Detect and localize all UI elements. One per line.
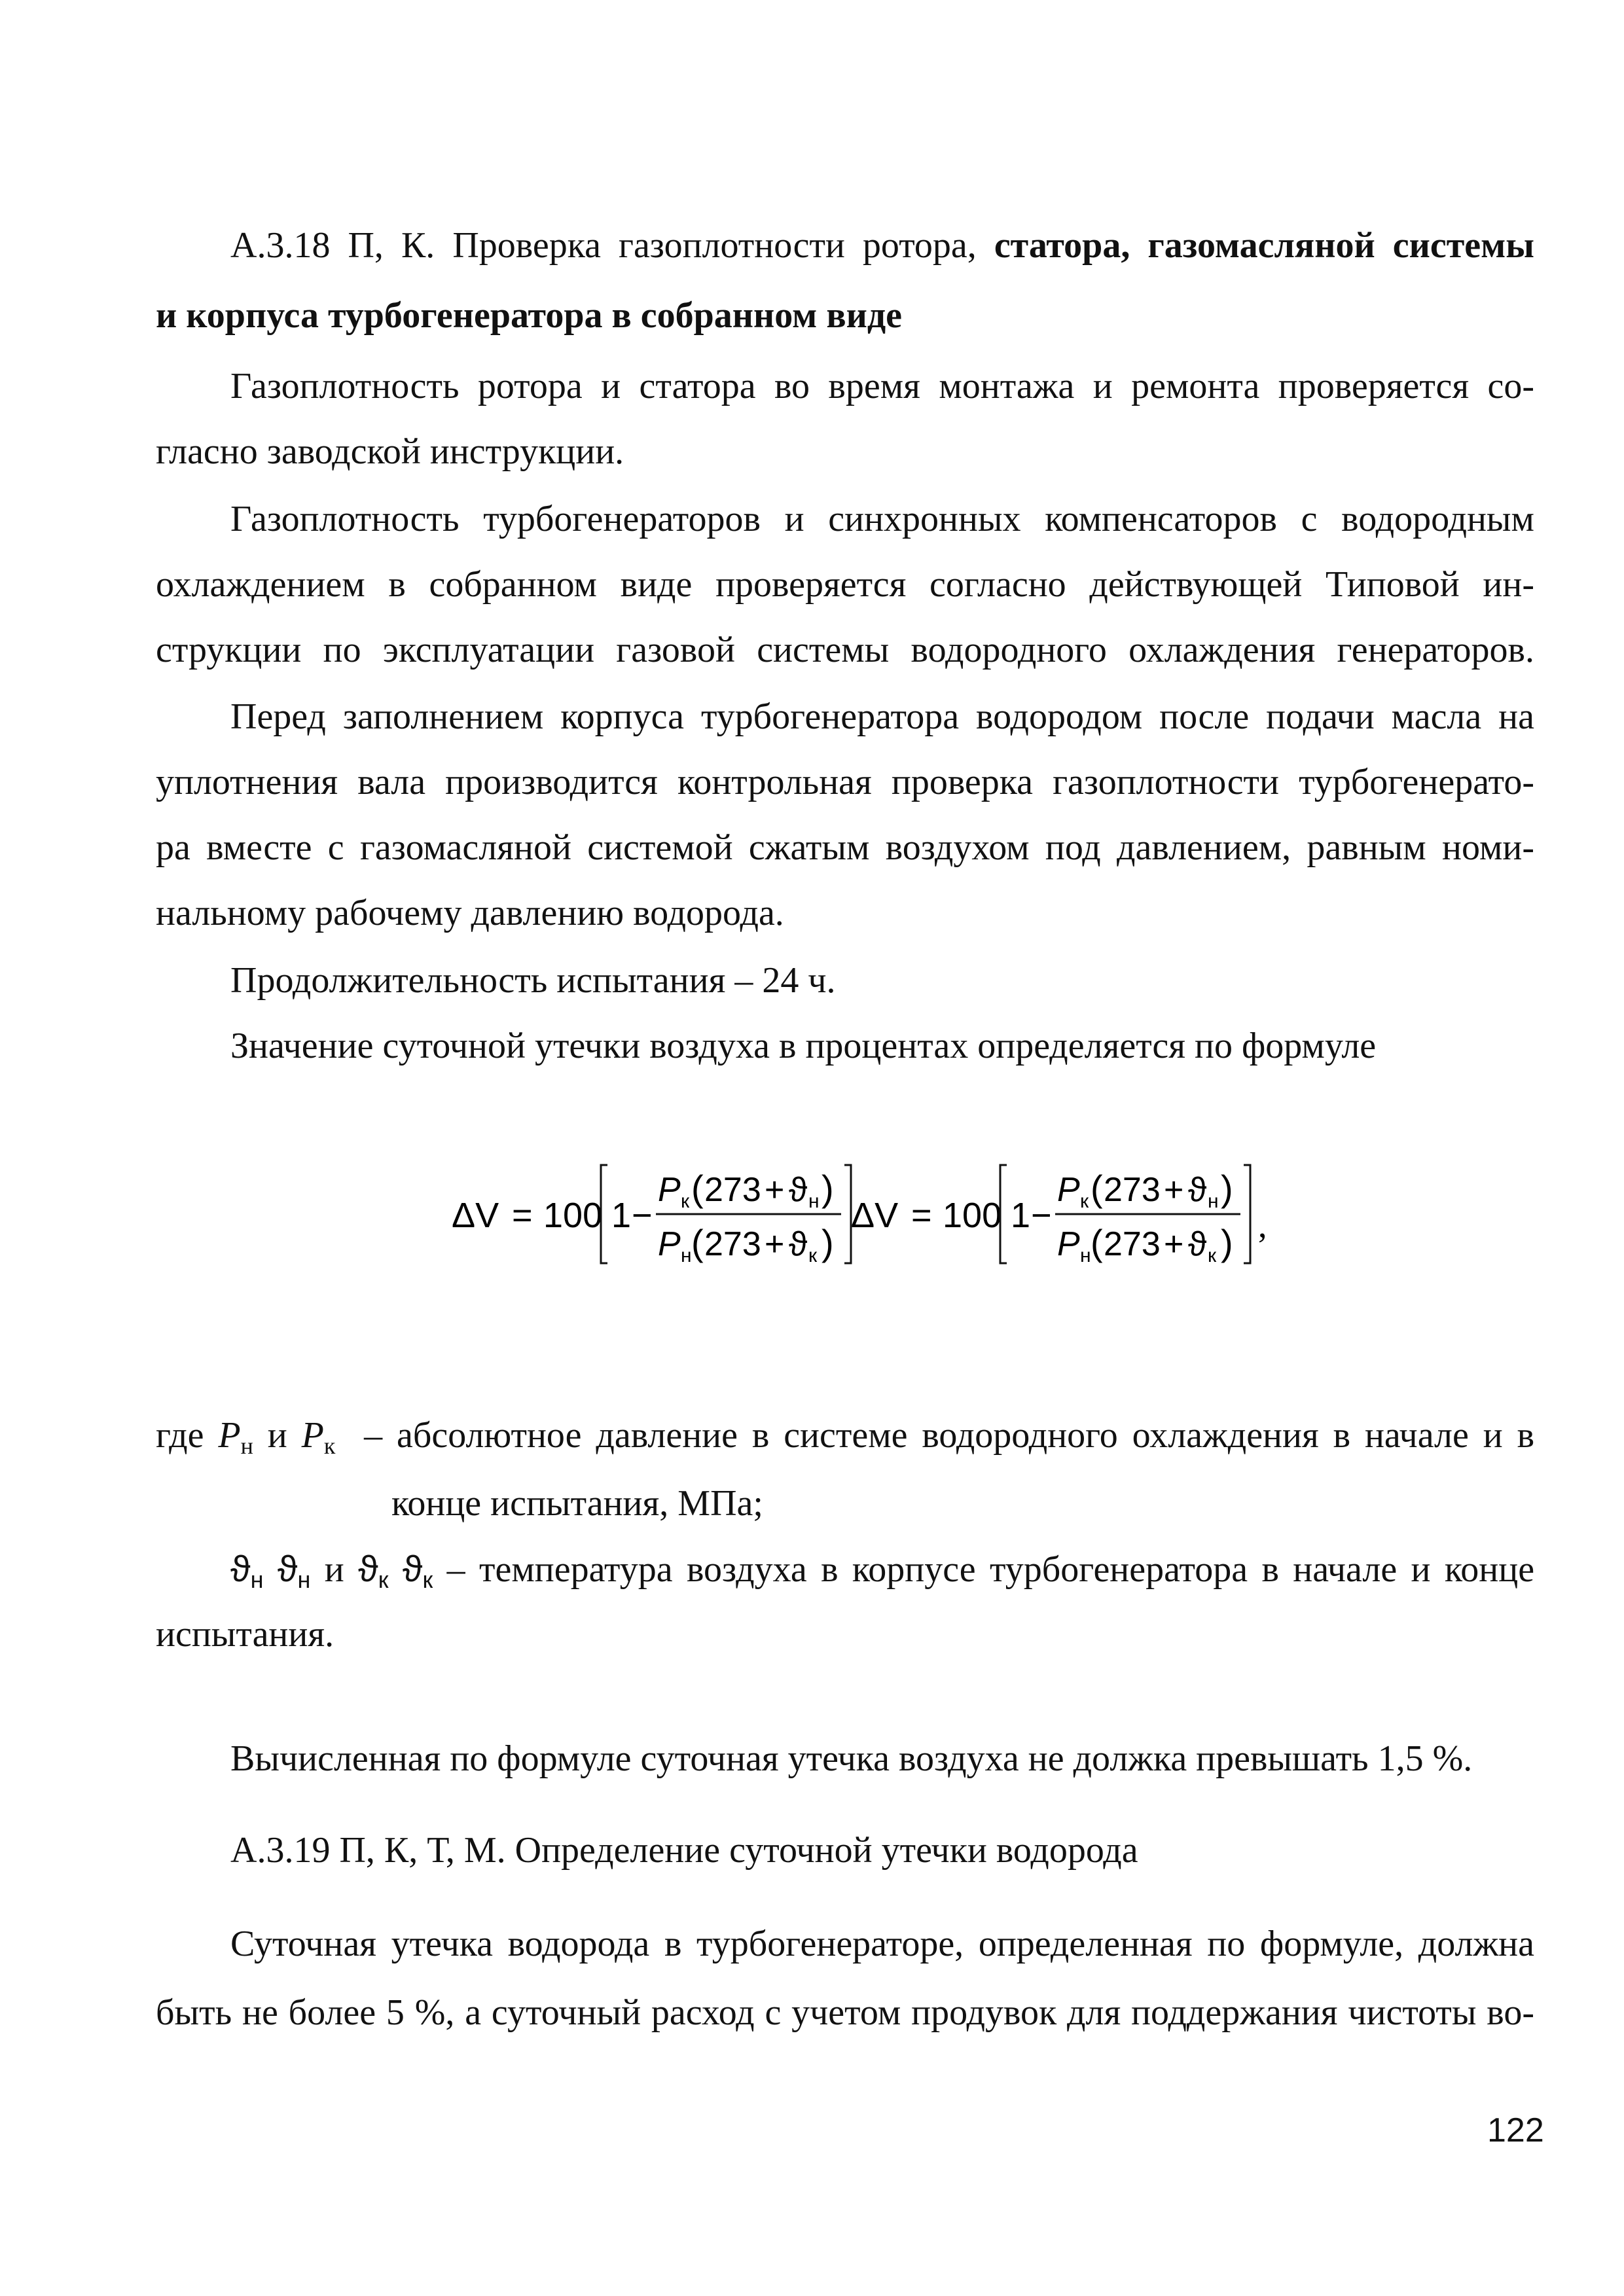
- formula-pk-sub: к: [1080, 1191, 1089, 1212]
- paragraph-2-line2: охлаждением в собранном виде проверяется согласно действующей Типовой ин-: [156, 564, 1534, 605]
- section-heading-a319: А.3.19 П, К, Т, М. Определение суточной утечки водорода: [230, 1830, 1138, 1871]
- where-desc-line1: – абсолютное давление в системе водородного охлаждения в начале и в: [364, 1415, 1535, 1456]
- formula-one: 1: [1011, 1196, 1031, 1235]
- theta-k-sub: к: [422, 1566, 433, 1593]
- theta-description: – температура воздуха в корпусе турбогенератора в начале и конце: [446, 1549, 1535, 1590]
- formula-theta: ϑ: [789, 1225, 808, 1263]
- formula-pn-sub: н: [1080, 1245, 1091, 1266]
- formula-theta-sub: н: [1208, 1191, 1219, 1212]
- formula-theta-sub: к: [808, 1245, 818, 1266]
- where-theta-line: [230, 1546, 1534, 1603]
- theta-n-symbol: ϑ: [277, 1548, 298, 1589]
- formula-instance-1: [452, 1165, 851, 1266]
- formula-equals: =: [512, 1196, 533, 1235]
- paragraph-1-line1: Газоплотность ротора и статора во время монтажа и ремонта проверяется со-: [230, 366, 1534, 406]
- where-theta-line2: испытания.: [156, 1614, 334, 1655]
- air-leak-formula: [452, 1139, 1303, 1289]
- formula-273: 273: [1104, 1225, 1161, 1263]
- where-prefix: где: [156, 1415, 219, 1456]
- theta-k-sub: к: [378, 1566, 389, 1593]
- formula-theta: ϑ: [1188, 1225, 1207, 1263]
- theta-and: и: [324, 1549, 344, 1590]
- theta-n-sub: н: [250, 1566, 264, 1593]
- where-and: и: [253, 1415, 302, 1456]
- formula-pk: P: [1057, 1171, 1080, 1209]
- paragraph-2-line3: струкции по эксплуатации газовой системы водородного охлаждения генераторов.: [156, 630, 1534, 670]
- section-heading-line2: и корпуса турбогенератора в собранном виде: [156, 295, 903, 336]
- page-number: 122: [1487, 2111, 1544, 2149]
- formula-plus: +: [765, 1225, 785, 1263]
- section-heading-bold: статора, газомасляной системы: [994, 225, 1534, 266]
- formula-right-bracket: [1244, 1165, 1250, 1263]
- paragraph-3-line1: Перед заполнением корпуса турбогенератора водородом после подачи масла на: [230, 696, 1534, 737]
- paragraph-hydrogen-line2: быть не более 5 %, а суточный расход с учетом продувок для поддержания чистоты во-: [156, 1992, 1534, 2033]
- formula-273: 273: [704, 1171, 761, 1209]
- formula-paren-close: ): [1221, 1222, 1233, 1263]
- where-p-k-sub: к: [323, 1433, 336, 1459]
- formula-theta-sub: к: [1208, 1245, 1217, 1266]
- formula-minus: −: [1031, 1196, 1052, 1235]
- formula-coef: 100: [543, 1196, 603, 1235]
- formula-one: 1: [611, 1196, 632, 1235]
- formula-paren-open: (: [1091, 1222, 1103, 1263]
- formula-plus: +: [1164, 1225, 1184, 1263]
- where-p-k: P: [301, 1415, 324, 1456]
- formula-left-bracket: [1000, 1165, 1007, 1263]
- formula-paren-close: ): [821, 1222, 834, 1263]
- where-desc-line2: конце испытания, МПа;: [391, 1483, 763, 1524]
- paragraph-3-line4: нальному рабочему давлению водорода.: [156, 893, 784, 933]
- formula-pk-sub: к: [681, 1191, 690, 1212]
- theta-n-symbol: ϑ: [230, 1548, 251, 1589]
- formula-paren-open: (: [691, 1168, 704, 1209]
- air-leak-limit: Вычисленная по формуле суточная утечка воздуха не должка превышать 1,5 %.: [230, 1738, 1473, 1779]
- formula-paren-close: ): [1221, 1168, 1233, 1209]
- formula-paren-open: (: [691, 1222, 704, 1263]
- formula-delta-v: ΔV: [452, 1196, 499, 1235]
- paragraph-2-line1: Газоплотность турбогенераторов и синхронных компенсаторов с водородным: [230, 499, 1534, 539]
- theta-k-symbol: ϑ: [358, 1548, 378, 1589]
- where-line1: [156, 1412, 1534, 1469]
- formula-273: 273: [1104, 1171, 1161, 1209]
- paragraph-3-line2: уплотнения вала производится контрольная проверка газоплотности турбогенерато-: [156, 762, 1534, 802]
- formula-coef: 100: [943, 1196, 1002, 1235]
- formula-trailing-comma: ,: [1258, 1206, 1267, 1245]
- theta-k-symbol: ϑ: [402, 1548, 423, 1589]
- formula-paren-close: ): [821, 1168, 834, 1209]
- formula-plus: +: [1164, 1171, 1184, 1209]
- formula-instance-2: [851, 1165, 1267, 1266]
- formula-minus: −: [632, 1196, 653, 1235]
- where-p-n-sub: н: [240, 1433, 253, 1459]
- formula-plus: +: [765, 1171, 785, 1209]
- formula-equals: =: [911, 1196, 932, 1235]
- paragraph-formula-intro: Значение суточной утечки воздуха в процентах определяется по формуле: [230, 1026, 1377, 1066]
- formula-pn: P: [658, 1225, 681, 1263]
- formula-theta-sub: н: [808, 1191, 820, 1212]
- section-heading-line1: [230, 223, 1534, 268]
- paragraph-hydrogen-line1: Суточная утечка водорода в турбогенераторе, определенная по формуле, должна: [230, 1924, 1534, 1964]
- formula-pn: P: [1057, 1225, 1080, 1263]
- formula-delta-v: ΔV: [851, 1196, 899, 1235]
- formula-273: 273: [704, 1225, 761, 1263]
- formula-theta: ϑ: [789, 1171, 808, 1209]
- formula-right-bracket: [844, 1165, 851, 1263]
- theta-n-sub: н: [297, 1566, 311, 1593]
- paragraph-1-line2: гласно заводской инструкции.: [156, 431, 624, 472]
- where-p-n: P: [218, 1415, 241, 1456]
- section-heading-normal: А.3.18 П, К. Проверка газоплотности ротора,: [230, 225, 994, 266]
- paragraph-3-line3: ра вместе с газомасляной системой сжатым воздухом под давлением, равным номи-: [156, 827, 1534, 868]
- formula-theta: ϑ: [1188, 1171, 1207, 1209]
- formula-pk: P: [658, 1171, 681, 1209]
- formula-paren-open: (: [1091, 1168, 1103, 1209]
- paragraph-duration: Продолжительность испытания – 24 ч.: [230, 960, 836, 1001]
- formula-left-bracket: [601, 1165, 607, 1263]
- formula-pn-sub: н: [681, 1245, 692, 1266]
